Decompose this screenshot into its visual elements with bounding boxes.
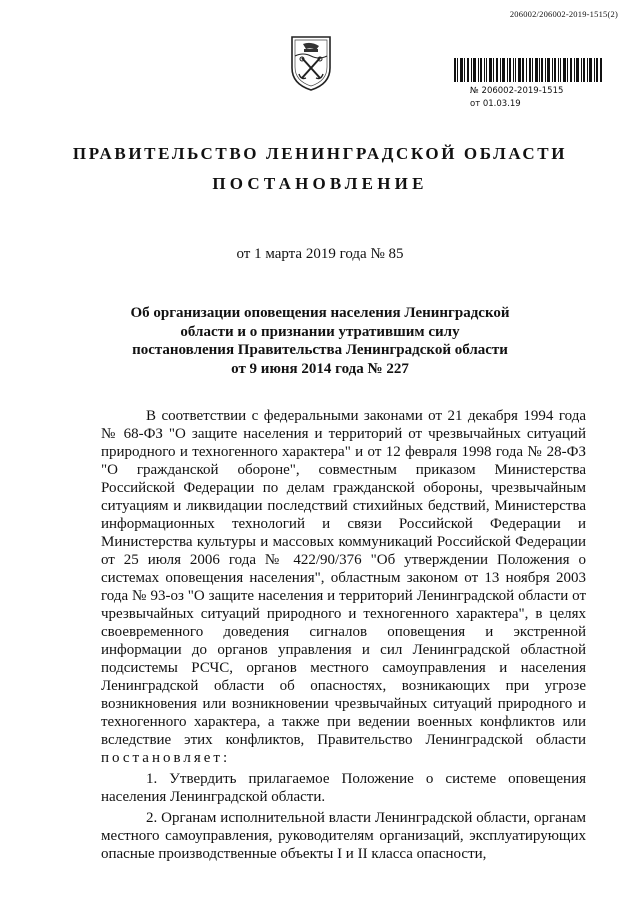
document-body <box>101 407 586 863</box>
resolves-word: постановляет: <box>101 750 231 766</box>
barcode-icon <box>454 58 602 82</box>
document-code: 206002/206002-2019-1515(2) <box>509 9 618 19</box>
government-title: ПРАВИТЕЛЬСТВО ЛЕНИНГРАДСКОЙ ОБЛАСТИ <box>72 144 568 163</box>
document-subject: Об организации оповещения населения Ленинградской области и о признании утратившим силу постановления Правительства Ленинградской области от 9 июня 2014 года № 227 <box>130 305 510 377</box>
document-date-number: от 1 марта 2019 года № 85 <box>236 246 404 262</box>
preamble-paragraph <box>101 407 586 767</box>
preamble-text: В соответствии с федеральными законами от 21 декабря 1994 года № 68-ФЗ "О защите населения и территорий от чрезвычайных ситуаций природного и техногенного характера" и от 12 февраля 1998 года № 28-ФЗ "О гражданской обороне", совместным приказом Министерства Российской Федерации по делам гражданской обороны, чрезвычайным ситуациям и ликвидации последствий стихийных бедствий, Министерства информационных технологий и связи Российской Федерации и Министерства культуры и массовых коммуникаций Российской Федерации от 25 июля 2006 года № 422/90/376 "Об утверждении Положения о системах оповещения населения", областным законом от 13 ноября 2003 года № 93-оз "О защите населения и территорий Ленинградской области от чрезвычайных ситуаций природного и техногенного характера", в целях своевременного доведения сигналов оповещения и экстренной информации до органов управления и сил Ленинградской областной подсистемы РСЧС, органов местного самоуправления и населения Ленинградской области об опасностях, возникающих при угрозе возникновения или возникновении чрезвычайных ситуаций природного и техногенного характера, а также при ведении военных конфликтов или вследствие этих конфликтов, Правительство Ленинградской области <box>101 408 586 748</box>
coat-of-arms-icon <box>289 34 333 92</box>
item-1-paragraph: 1. Утвердить прилагаемое Положение о системе оповещения населения Ленинградской области. <box>101 771 586 805</box>
registration-number: № 206002-2019-1515 <box>470 86 564 96</box>
document-type: ПОСТАНОВЛЕНИЕ <box>212 174 428 193</box>
registration-date: от 01.03.19 <box>470 99 521 109</box>
item-2-paragraph: 2. Органам исполнительной власти Ленинградской области, органам местного самоуправления, руководителям организаций, эксплуатирующих опасные производственные объекты I и II класса опасности, <box>101 810 586 862</box>
